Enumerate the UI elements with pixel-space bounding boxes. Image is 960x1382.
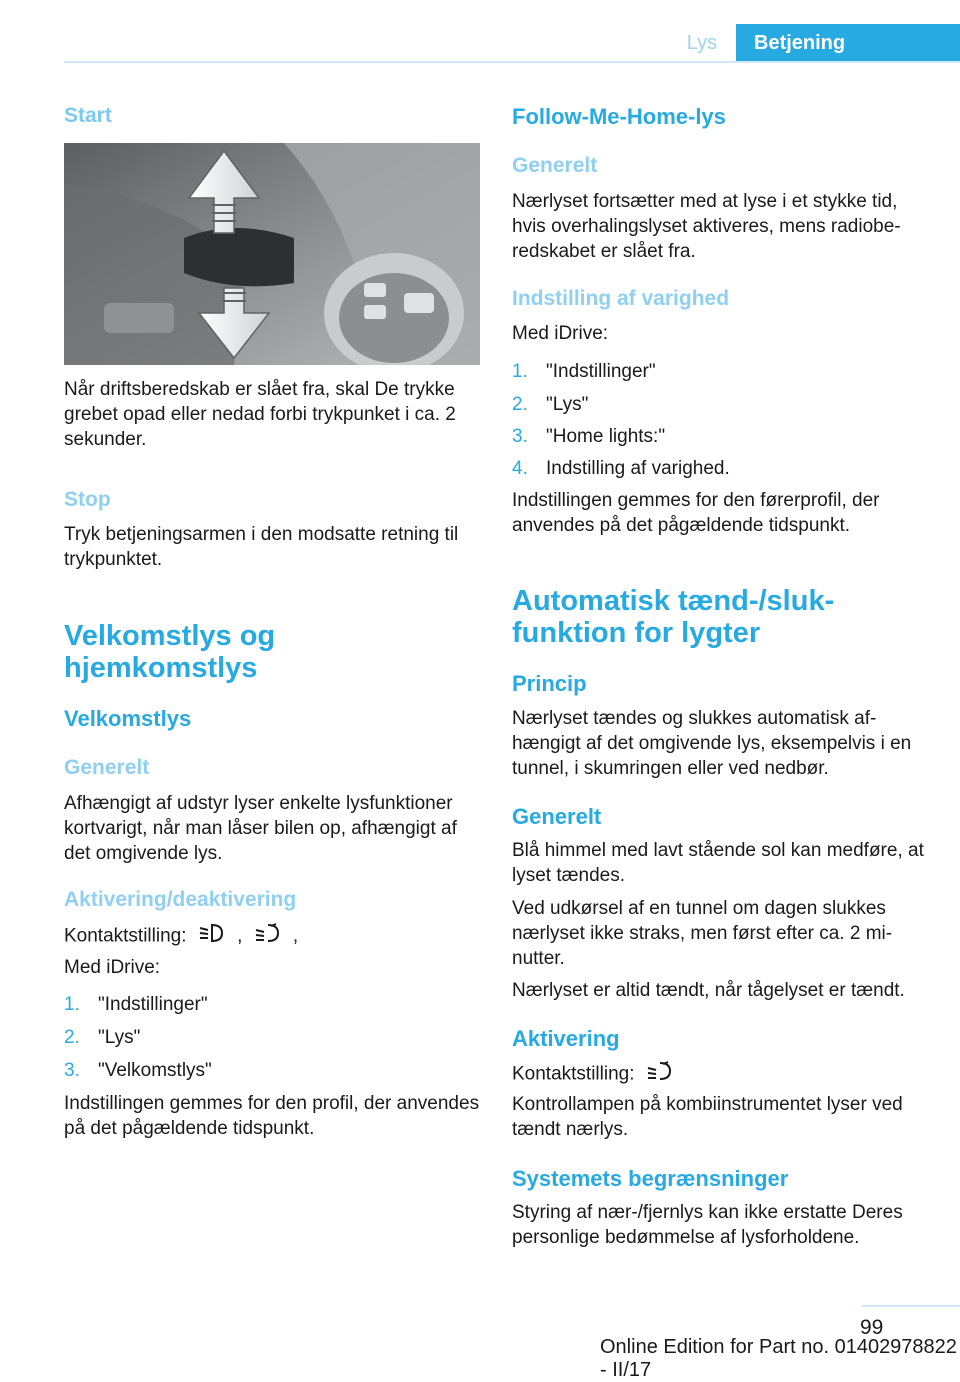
duration-heading: Indstilling af varighed (512, 287, 730, 310)
low-beam-icon (198, 922, 226, 951)
limits-text: Styring af nær-/fjernlys kan ikke erstatte Deres personlige bedømmelse af lysforholdene. (512, 1202, 903, 1248)
generelt2-heading: Generelt (512, 804, 602, 829)
aktivering-heading: Aktivering (512, 1026, 620, 1051)
generelt-text-right: Nærlyset fortsætter med at lyse i et stykke tid, hvis overhalingslyset aktiveres, mens radioberedskabet er slået fra. (512, 191, 901, 262)
list-item: 2. "Lys" (512, 394, 589, 415)
list-item: 2. "Lys" (64, 1027, 141, 1048)
saved-text: Indstillingen gemmes for den profil, der anvendes på det pågældende tidspunkt. (64, 1093, 480, 1139)
auto-light-icon (254, 922, 282, 951)
contact-position-line-right (512, 1060, 680, 1089)
section-tab-lys: Lys (686, 32, 718, 54)
list-item: 1. "Indstillinger" (512, 361, 656, 382)
generelt-heading-right: Generelt (512, 154, 598, 177)
generelt-heading: Generelt (64, 756, 150, 779)
edition-footer: Online Edition for Part no. 01402978822 - II/17 (600, 1336, 957, 1381)
princip-text: Nærlyset tændes og slukkes automatisk afhængigt af det omgivende lys, eksempelvis i en tunnel, i skumringen eller ved nedbør. (512, 708, 912, 779)
list-item: 1. "Indstillinger" (64, 994, 208, 1015)
follow-me-home-heading: Follow-Me-Home-lys (512, 104, 726, 129)
generelt2-text-3: Nærlyset er altid tændt, når tågelyset er tændt. (512, 980, 905, 1001)
comma-separator: , (292, 925, 299, 947)
start-heading: Start (64, 104, 112, 127)
limits-heading: Systemets begrænsninger (512, 1166, 789, 1191)
aktivering-text: Kontrollampen på kombiinstrumentet lyser ved tændt nærlys. (512, 1094, 903, 1140)
auto-light-icon (646, 1060, 674, 1089)
footer-rule (862, 1305, 960, 1307)
saved-text-right: Indstillingen gemmes for den førerprofil, der anvendes på det pågældende tidspunkt. (512, 490, 880, 536)
princip-heading: Princip (512, 671, 587, 696)
contact-label: Kontaktstilling: (64, 925, 187, 947)
contact-position-line (64, 922, 298, 951)
list-item: 3. "Velkomstlys" (64, 1060, 212, 1081)
idrive-label: Med iDrive: (64, 957, 161, 978)
header-rule (64, 61, 960, 63)
generelt2-text-1: Blå himmel med lavt stående sol kan medføre, at lyset tændes. (512, 840, 924, 886)
generelt2-text-2: Ved udkørsel af en tunnel om dagen slukkes nærlyset ikke straks, men først efter ca. 2 minutter. (512, 898, 893, 969)
list-item: 3. "Home lights:" (512, 426, 666, 447)
steering-lever-photo (64, 143, 480, 365)
contact-label-right: Kontaktstilling: (512, 1063, 635, 1085)
stop-text: Tryk betjeningsarmen i den modsatte retning til trykpunktet. (64, 524, 459, 570)
welcome-heading-line1: Velkomstlys og (64, 620, 276, 652)
welcome-heading-line2: hjemkomstlys (64, 652, 258, 684)
auto-heading-line2: funktion for lygter (512, 617, 761, 649)
idrive-label-right: Med iDrive: (512, 323, 609, 344)
auto-heading-line1: Automatisk tænd-/sluk- (512, 585, 835, 617)
comma-separator: , (237, 925, 243, 947)
lever-illustration (64, 143, 480, 365)
start-text: Når driftsberedskab er slået fra, skal De trykke grebet opad eller nedad forbi trykpunket i ca. 2 sekunder. (64, 379, 456, 450)
generelt-text: Afhængigt af udstyr lyser enkelte lysfunktioner kortvarigt, når man låser bilen op, afhængigt af det omgivende lys. (64, 793, 457, 864)
list-item: 4. Indstilling af varighed. (512, 458, 730, 479)
section-tab-betjening: Betjening (736, 24, 960, 62)
stop-heading: Stop (64, 488, 111, 511)
velkomstlys-heading: Velkomstlys (64, 706, 192, 731)
activation-heading: Aktivering/deaktivering (64, 888, 297, 911)
page-number: 99 (860, 1316, 884, 1339)
